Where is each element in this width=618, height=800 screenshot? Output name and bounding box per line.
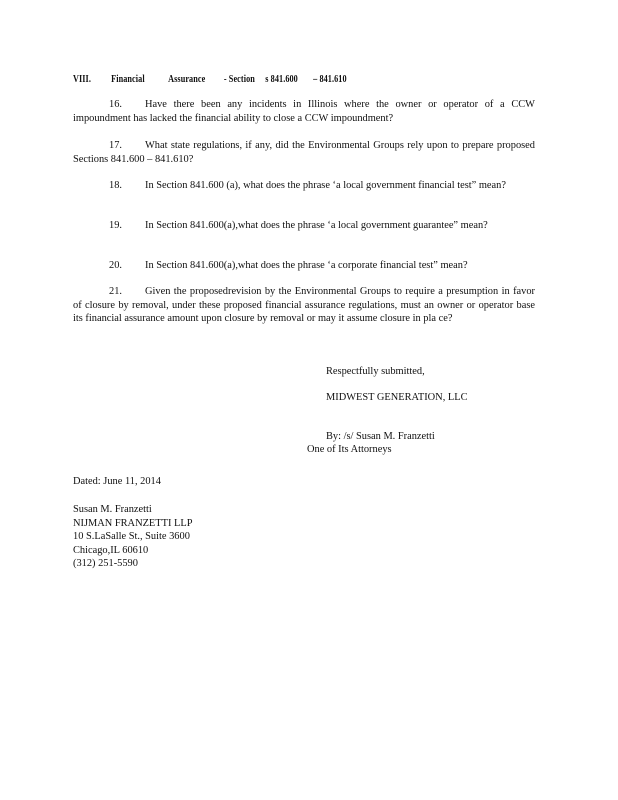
question-text: Given the proposedrevision by the Environmental Groups to require a presumption in favor of closure by removal, under these proposed financial assurance regulations, must an owner or operator base its financial assurance amount upon closure by removal or may it assume closure in pla ce? <box>73 286 535 324</box>
heading-roman-numeral: VIII. <box>73 74 91 85</box>
question-text: Have there been any incidents in Illinois where the owner or operator of a CCW impoundment has lacked the financial ability to close a CCW impoundment? <box>73 99 535 124</box>
signature-closing: Respectfully submitted, <box>326 366 425 377</box>
address-firm: NIJMAN FRANZETTI LLP <box>73 517 193 529</box>
question-number: 21. <box>109 286 122 297</box>
address-street: 10 S.LaSalle St., Suite 3600 <box>73 531 190 543</box>
signature-by-line: By: /s/ Susan M. Franzetti <box>326 431 435 442</box>
address-phone: (312) 251-5590 <box>73 558 138 570</box>
question-number: 20. <box>109 260 122 271</box>
question-number: 17. <box>109 140 122 151</box>
attorney-address-block <box>73 503 193 571</box>
question-number: 16. <box>109 99 122 110</box>
address-name: Susan M. Franzetti <box>73 504 152 515</box>
question-16 <box>73 98 535 125</box>
heading-section-start: s 841.600 <box>265 74 298 85</box>
heading-section-end: – 841.610 <box>313 74 347 85</box>
question-number: 19. <box>109 220 122 231</box>
address-city: Chicago,IL 60610 <box>73 544 149 556</box>
heading-word-financial: Financial <box>111 74 145 85</box>
question-text: What state regulations, if any, did the Environmental Groups rely upon to prepare proposed Sections 841.600 – 841.610? <box>73 140 535 165</box>
question-19 <box>73 219 535 233</box>
section-heading <box>73 74 347 85</box>
question-text: In Section 841.600(a),what does the phrase ‘a corporate financial test” mean? <box>145 260 468 271</box>
signature-role: One of Its Attorneys <box>307 444 392 455</box>
question-17 <box>73 139 535 166</box>
signature-company: MIDWEST GENERATION, LLC <box>326 392 468 403</box>
question-text: In Section 841.600 (a), what does the phrase ‘a local government financial test” mean? <box>145 180 506 191</box>
question-number: 18. <box>109 180 122 191</box>
question-20 <box>73 259 535 273</box>
heading-word-section: - Section <box>223 74 255 85</box>
heading-word-assurance: Assurance <box>168 74 206 85</box>
dated-line: Dated: June 11, 2014 <box>73 476 161 487</box>
question-text: In Section 841.600(a),what does the phrase ‘a local government guarantee” mean? <box>145 220 488 231</box>
question-21 <box>73 285 535 326</box>
question-18 <box>73 179 535 193</box>
